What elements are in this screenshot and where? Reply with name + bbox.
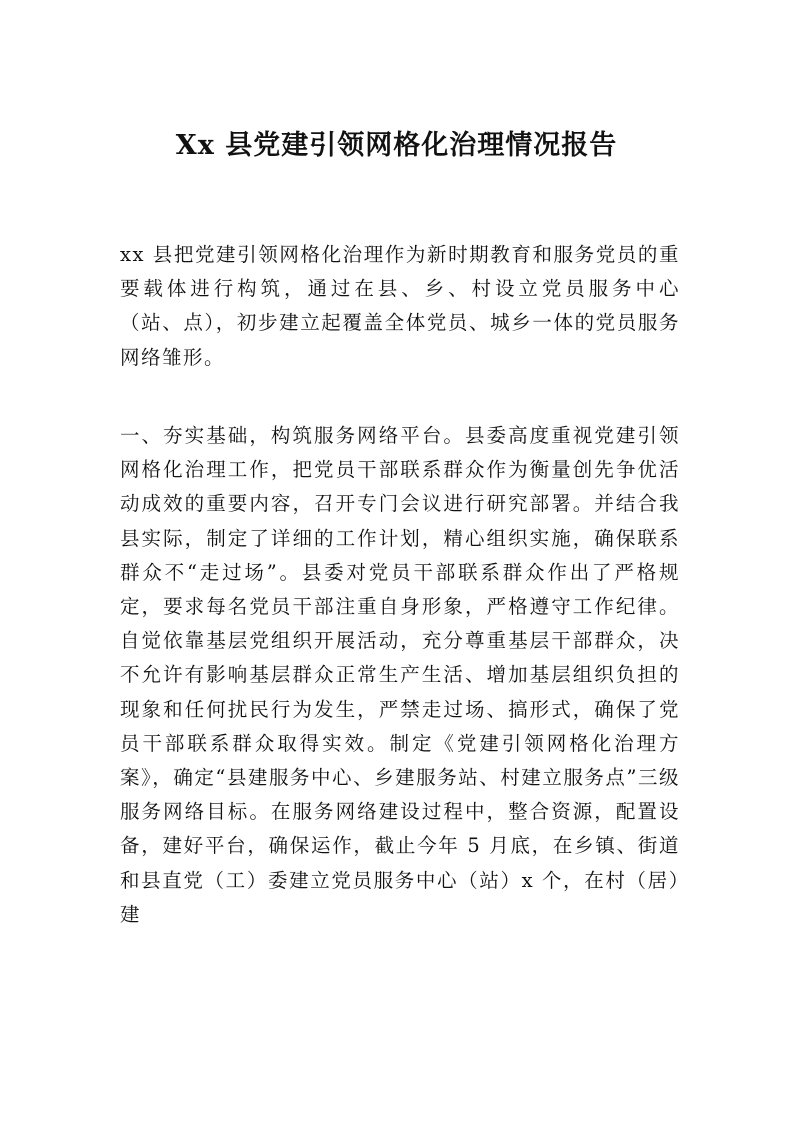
intro-paragraph: xx 县把党建引领网格化治理作为新时期教育和服务党员的重要载体进行构筑，通过在县、乡、村设立党员服务中心（站、点），初步建立起覆盖全体党员、城乡一体的党员服务网络雏形。 bbox=[120, 243, 680, 369]
section-one-paragraph: 一、夯实基础，构筑服务网络平台。县委高度重视党建引领网格化治理工作，把党员干部联系群众作为衡量创先争优活动成效的重要内容，召开专门会议进行研究部署。并结合我县实际，制定了详细的工作计划，精心组织实施，确保联系群众不“走过场”。县委对党员干部联系群众作出了严格规定，要求每名党员干部注重自身形象，严格遵守工作纪律。自觉依靠基层党组织开展活动，充分尊重基层干部群众，决不允许有影响基层群众正常生产生活、增加基层组织负担的现象和任何扰民行为发生，严禁走过场、搞形式，确保了党员干部联系群众取得实效。制定《党建引领网格化治理方案》，确定“县建服务中心、乡建服务站、村建立服务点”三级服务网络目标。在服务网络建设过程中，整合资源，配置设备，建好平台，确保运作，截止今年 5 月底，在乡镇、街道和县直党（工）委建立党员服务中心（站）x 个，在村（居）建 bbox=[120, 424, 680, 926]
document-title: Xx 县党建引领网格化治理情况报告 bbox=[175, 130, 618, 161]
